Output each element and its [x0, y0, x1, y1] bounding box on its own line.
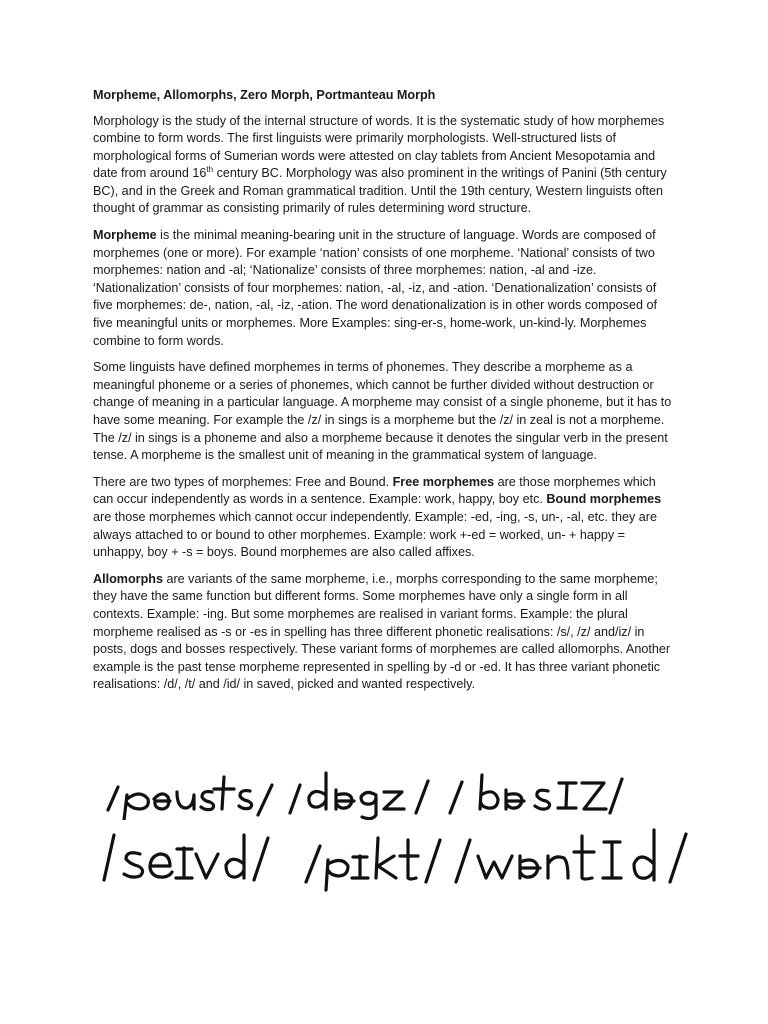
paragraph-free-bound-text-b: are those morphemes which can occur independently as words in a sentence. Example: work, happy, boy etc. — [93, 474, 656, 507]
superscript-th: th — [206, 165, 214, 175]
paragraph-allomorphs-text: are variants of the same morpheme, i.e., morphs corresponding to the same morpheme; they have the same function but different forms. Some morphemes have only a single form in all contexts. Example: -ing. But some morphemes are realised in variant forms. Example: the plural morpheme realised as -s or -es in spelling has three different phonetic realisations: /s/, /z/ and/iz/ in posts, dogs and bosses respectively. These variant forms of morphemes are called allomorphs. Another example is the past tense morpheme represented in spelling by -d or -ed. It has three variant phonetic realisations: /d/, /t/ and /id/ in saved, picked and wanted respectively. — [93, 571, 671, 692]
paragraph-morphology-text-b: century BC. Morphology was also prominent in the writings of Panini (5th century BC), and in the Greek and Roman grammatical tradition. Until the 19th century, Western linguists often thought of grammar as consisting primarily of rules determining word structure. — [93, 166, 667, 216]
paragraph-morphology — [93, 113, 678, 219]
term-bound-morphemes: Bound morphemes — [546, 492, 662, 507]
handwriting-drawing-1 — [0, 745, 768, 820]
paragraph-phonemes: Some linguists have defined morphemes in terms of phonemes. They describe a morpheme as a meaningful phoneme or a series of phonemes, which cannot be further divided without destruction or change of meaning in a particular language. A morpheme may consist of a single phoneme, but it has to have some meaning. For example the /z/ in sings is a morpheme but the /z/ in zeal is not a morpheme. The /z/ in sings is a phoneme and also a morpheme because it denotes the singular verb in the present tense. A morpheme is the smallest unit of meaning in the grammatical system of language. — [93, 360, 672, 463]
paragraph-morphology-text-a: Morphology is the study of the internal structure of words. It is the systematic study of how morphemes combine to form words. The first linguists were primarily morphologists. Well-structured lists of morphological forms of Sumerian words were attested on clay tablets from Ancient Mesopotamia and date from around 16 — [93, 113, 665, 181]
handwriting-drawing-2 — [0, 820, 768, 900]
paragraph-free-bound-text-a: There are two types of morphemes: Free and Bound. — [93, 474, 393, 489]
term-morpheme: Morpheme — [93, 228, 157, 243]
term-free-morphemes: Free morphemes — [392, 474, 495, 489]
paragraph-morpheme — [93, 227, 678, 350]
term-allomorphs: Allomorphs — [93, 571, 163, 586]
handwritten-transcription-line-1 — [0, 745, 768, 820]
document-title: Morpheme, Allomorphs, Zero Morph, Portmanteau Morph — [93, 88, 436, 102]
document-body — [93, 87, 678, 703]
paragraph-free-bound-text-c: are those morphemes which cannot occur independently. Example: -ed, -ing, -s, un-, -al, etc. they are always attached to or bound to other morphemes. Example: work +-ed = worked, un- + happy = unhappy, boy + -s = boys. Bound morphemes are also called affixes. — [93, 509, 657, 560]
paragraph-free-bound — [93, 474, 678, 562]
paragraph-allomorphs — [93, 571, 678, 694]
handwritten-transcription-line-2 — [0, 820, 768, 900]
paragraph-morpheme-text: is the minimal meaning-bearing unit in the structure of language. Words are composed of morphemes (one or more). For example ‘nation’ consists of one morpheme. ‘National’ consists of two morphemes: nation and -al; ‘Nationalize’ consists of three morphemes: nation, -al and -ize. ‘Nationalization’ consists of four morphemes: nation, -al, -iz, and -ation. ‘Denationalization’ consists of five morphemes: de-, nation, -al, -iz, -ation. The word denationalization is in other words composed of five meaningful units or morphemes. More Examples: sing-er-s, home-work, un-kind-ly. Morphemes combine to form words. — [93, 228, 657, 348]
